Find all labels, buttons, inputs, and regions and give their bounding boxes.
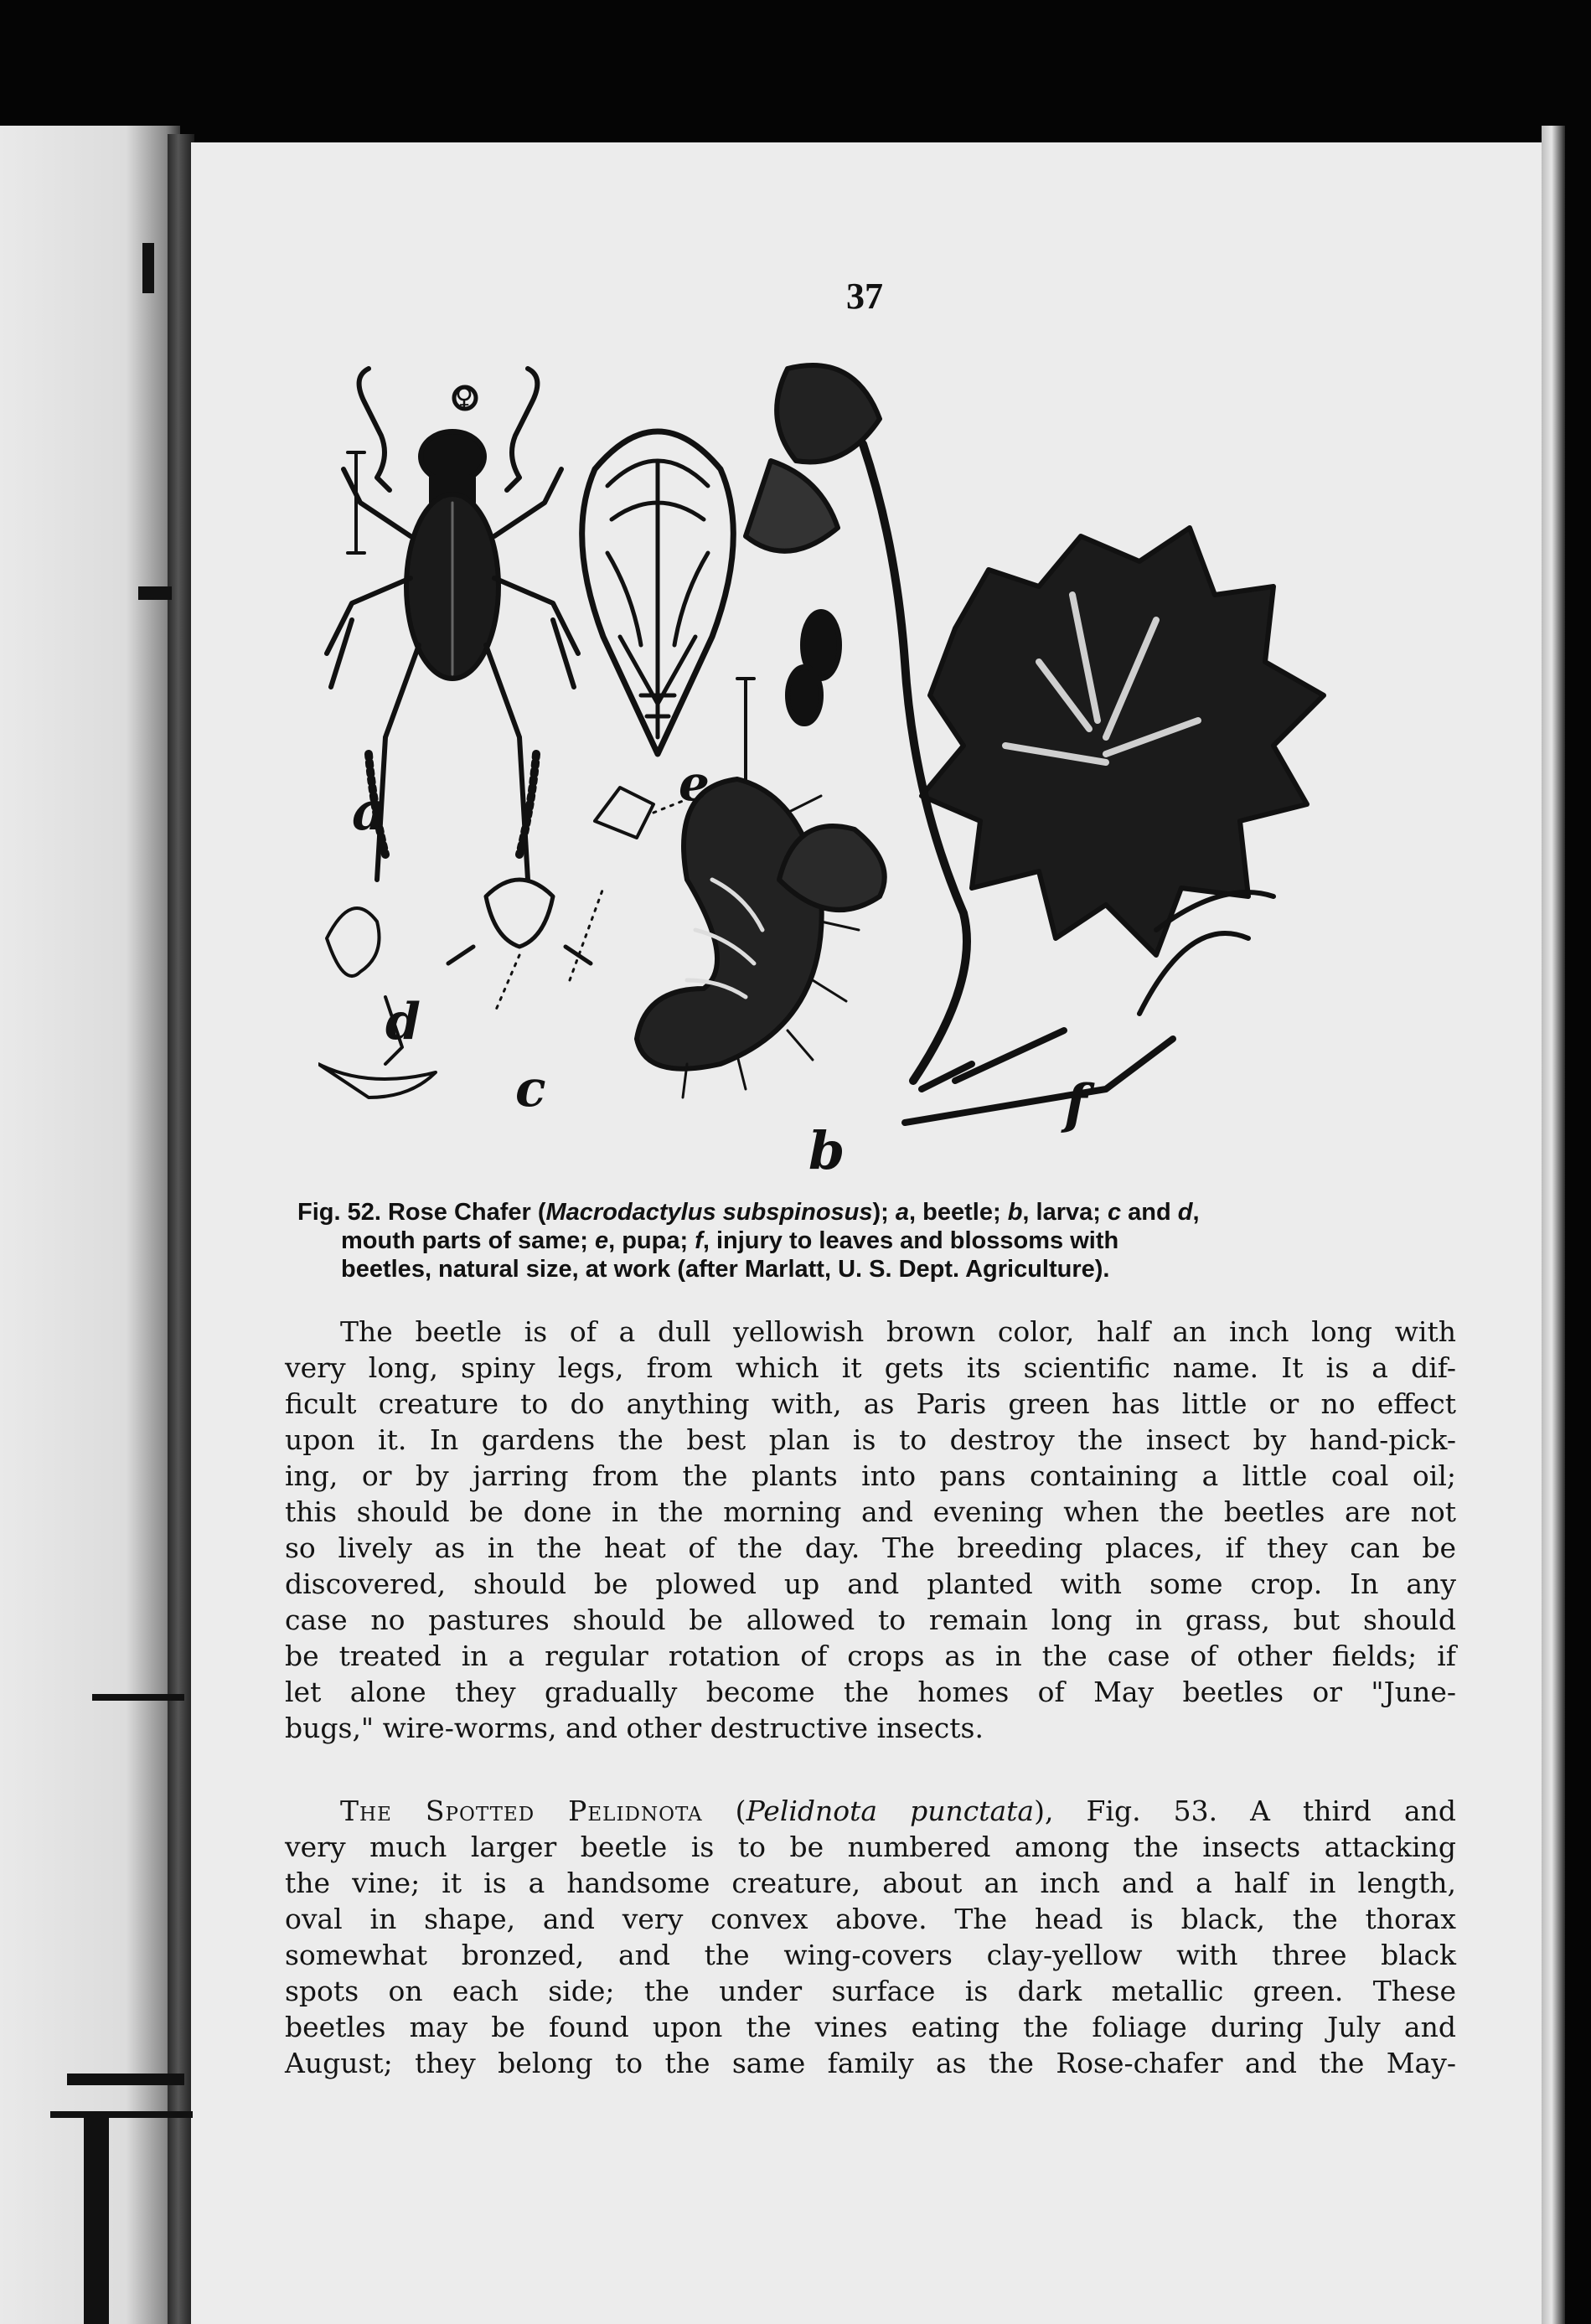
caption-italic-run: c bbox=[1107, 1199, 1122, 1226]
caption-run: , beetle; bbox=[909, 1199, 1008, 1226]
figure-label-c: c bbox=[515, 1060, 546, 1118]
caption-run: , bbox=[1192, 1199, 1200, 1226]
text-line-first bbox=[285, 1793, 1456, 1829]
rose-chafer-illustration bbox=[318, 343, 1466, 1190]
caption-line-1 bbox=[297, 1198, 1454, 1227]
scanner-background-top bbox=[0, 0, 1591, 126]
text-line: very long, spiny legs, from which it gets its scientific name. It is a dif- bbox=[285, 1351, 1456, 1384]
text-line: let alone they gradually become the homes of May beetles or "June- bbox=[285, 1676, 1456, 1708]
facing-page-edge bbox=[0, 126, 180, 2324]
caption-run: , pupa; bbox=[608, 1227, 695, 1254]
text-line: August; they belong to the same family as the Rose-chafer and the May- bbox=[285, 2047, 1456, 2079]
text-line: oval in shape, and very convex above. The head is black, the thorax bbox=[285, 1903, 1456, 1935]
page-number: 37 bbox=[846, 276, 883, 317]
figure-label-d: d bbox=[385, 993, 421, 1051]
text-line: so lively as in the heat of the day. The breeding places, if they can be bbox=[285, 1531, 1456, 1564]
text-line: bugs," wire-worms, and other destructive insects. bbox=[285, 1712, 984, 1744]
caption-italic-run: b bbox=[1007, 1199, 1023, 1226]
caption-italic-run: Macrodactylus subspinosus bbox=[545, 1199, 873, 1226]
text-line: The beetle is of a dull yellowish brown color, half an inch long with bbox=[340, 1315, 1456, 1348]
caption-italic-run: a bbox=[895, 1199, 910, 1226]
figure-label-female: ♀ bbox=[455, 383, 473, 412]
caption-italic-run: d bbox=[1177, 1199, 1193, 1226]
text-line: somewhat bronzed, and the wing-covers clay-yellow with three black bbox=[285, 1939, 1456, 1971]
figure-label-a: a bbox=[352, 780, 387, 843]
figure-label-f: f bbox=[1064, 1073, 1087, 1136]
text-line: be treated in a regular rotation of crops as in the case of other fields; if bbox=[285, 1640, 1456, 1672]
caption-run: beetles, natural size, at work (after Marlatt, U. S. Dept. Agriculture). bbox=[341, 1256, 1110, 1283]
caption-run: , injury to leaves and blossoms with bbox=[702, 1227, 1119, 1254]
caption-run: mouth parts of same; bbox=[341, 1227, 595, 1254]
pupa-e-drawing bbox=[582, 431, 754, 788]
section-heading: The Spotted Pelidnota bbox=[340, 1795, 703, 1827]
latin-name: Pelidnota punctata bbox=[746, 1795, 1035, 1827]
figure-label-b: b bbox=[808, 1120, 845, 1181]
caption-run: and bbox=[1121, 1199, 1178, 1226]
paragraph-rose-chafer bbox=[285, 1314, 1456, 1746]
caption-line-3 bbox=[297, 1255, 1454, 1283]
open-paren: ( bbox=[702, 1795, 746, 1827]
figure-label-e: e bbox=[679, 755, 710, 812]
caption-run: Fig. 52. Rose Chafer ( bbox=[297, 1199, 546, 1226]
first-line-rest: ), Fig. 53. A third and bbox=[1034, 1795, 1457, 1827]
text-line: spots on each side; the under surface is dark metallic green. These bbox=[285, 1975, 1456, 2007]
caption-italic-run: f bbox=[695, 1227, 703, 1254]
page-stack-edge bbox=[1542, 126, 1567, 2324]
figure-caption bbox=[297, 1198, 1454, 1283]
text-line: very much larger beetle is to be numbered among the insects attacking bbox=[285, 1831, 1456, 1863]
scanner-background-right bbox=[1565, 0, 1591, 2324]
text-line: upon it. In gardens the best plan is to destroy the insect by hand-pick- bbox=[285, 1423, 1456, 1456]
mouth-parts-c-drawing bbox=[448, 880, 603, 1014]
caption-italic-run: e bbox=[594, 1227, 609, 1254]
text-line: ficult creature to do anything with, as Paris green has little or no effect bbox=[285, 1387, 1456, 1420]
caption-run: ); bbox=[872, 1199, 896, 1226]
text-line: discovered, should be plowed up and planted with some crop. In any bbox=[285, 1567, 1456, 1600]
caption-line-2 bbox=[297, 1227, 1454, 1255]
text-line: beetles may be found upon the vines eating the foliage during July and bbox=[285, 2011, 1456, 2043]
text-line: case no pastures should be allowed to remain long in grass, but should bbox=[285, 1604, 1456, 1636]
text-line: this should be done in the morning and evening when the beetles are not bbox=[285, 1495, 1456, 1528]
text-line: ing, or by jarring from the plants into pans containing a little coal oil; bbox=[285, 1459, 1456, 1492]
grape-leaf-f-drawing bbox=[746, 365, 1324, 1123]
paragraph-spotted-pelidnota bbox=[285, 1793, 1456, 2081]
text-line: the vine; it is a handsome creature, about an inch and a half in length, bbox=[285, 1867, 1456, 1899]
caption-run: , larva; bbox=[1022, 1199, 1108, 1226]
